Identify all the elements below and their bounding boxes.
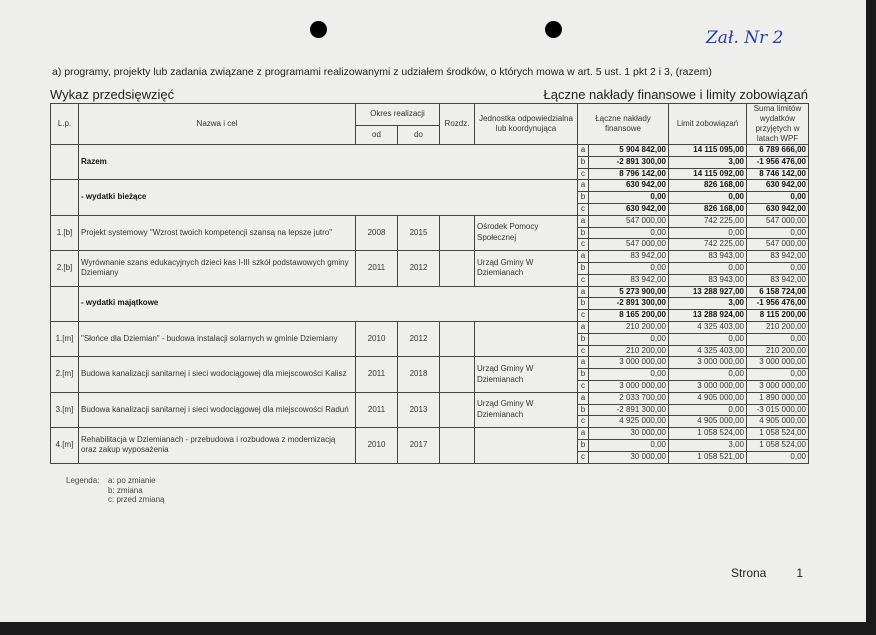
header-from: od <box>356 125 398 144</box>
total-cell: -2 891 300,00 <box>589 404 669 416</box>
sum-cell: -3 015 000,00 <box>747 404 809 416</box>
table-row <box>51 286 809 298</box>
legend-label: Legenda: <box>66 476 100 485</box>
limit-cell: 742 225,00 <box>669 215 747 227</box>
limit-cell: 13 288 927,00 <box>669 286 747 298</box>
header-period: Okres realizacji <box>356 104 440 126</box>
rozdz-cell <box>440 321 475 356</box>
sum-cell: 6 789 666,00 <box>747 145 809 157</box>
variant-cell: c <box>578 203 589 215</box>
rozdz-cell <box>440 392 475 427</box>
lp-cell: 2.[b] <box>51 251 79 286</box>
total-cell: 0,00 <box>589 192 669 204</box>
name-cell: Budowa kanalizacji sanitarnej i sieci wodociągowej dla miejscowości Kalisz <box>79 357 356 392</box>
header-to: do <box>398 125 440 144</box>
handwritten-annotation: Zał. Nr 2 <box>706 28 784 48</box>
variant-cell: a <box>578 215 589 227</box>
group-name-cell: - wydatki bieżące <box>79 180 578 215</box>
limit-cell: 3,00 <box>669 439 747 451</box>
legend <box>66 476 164 505</box>
limit-cell: 1 058 524,00 <box>669 428 747 440</box>
lp-cell <box>51 180 79 215</box>
limit-cell: 4 905 000,00 <box>669 392 747 404</box>
total-cell: 210 200,00 <box>589 345 669 357</box>
header-total: Łączne nakłady finansowe <box>578 104 669 145</box>
unit-cell: Urząd Gminy W Dziemianach <box>475 392 578 427</box>
total-cell: 30 000,00 <box>589 451 669 463</box>
variant-cell: a <box>578 392 589 404</box>
total-cell: 0,00 <box>589 369 669 381</box>
limit-cell: 0,00 <box>669 333 747 345</box>
limit-cell: 826 168,00 <box>669 180 747 192</box>
table-row <box>51 428 809 440</box>
sum-cell: 83 942,00 <box>747 251 809 263</box>
sum-cell: 547 000,00 <box>747 215 809 227</box>
from-cell: 2010 <box>356 428 398 463</box>
to-cell: 2017 <box>398 428 440 463</box>
unit-cell <box>475 428 578 463</box>
name-cell: Wyrównanie szans edukacyjnych dzieci kas I-III szkół podstawowych gminy Dziemiany <box>79 251 356 286</box>
sum-cell: 0,00 <box>747 451 809 463</box>
limit-cell: 1 058 521,00 <box>669 451 747 463</box>
unit-cell: Urząd Gminy W Dziemianach <box>475 357 578 392</box>
to-cell: 2018 <box>398 357 440 392</box>
total-cell: 2 033 700,00 <box>589 392 669 404</box>
total-cell: 83 942,00 <box>589 274 669 286</box>
variant-cell: c <box>578 380 589 392</box>
sum-cell: 0,00 <box>747 369 809 381</box>
table-row <box>51 180 809 192</box>
heading-right: Łączne nakłady finansowe i limity zobowiązań <box>543 87 808 102</box>
limit-cell: 4 325 403,00 <box>669 321 747 333</box>
table-row <box>51 392 809 404</box>
variant-cell: c <box>578 274 589 286</box>
total-cell: 547 000,00 <box>589 215 669 227</box>
rozdz-cell <box>440 428 475 463</box>
from-cell: 2010 <box>356 321 398 356</box>
total-cell: 210 200,00 <box>589 321 669 333</box>
total-cell: 8 165 200,00 <box>589 310 669 322</box>
sum-cell: 0,00 <box>747 333 809 345</box>
sum-cell: 1 890 000,00 <box>747 392 809 404</box>
sum-cell: 3 000 000,00 <box>747 357 809 369</box>
sum-cell: 210 200,00 <box>747 345 809 357</box>
variant-cell: b <box>578 404 589 416</box>
variant-cell: a <box>578 357 589 369</box>
limit-cell: 3 000 000,00 <box>669 357 747 369</box>
variant-cell: a <box>578 251 589 263</box>
sum-cell: 83 942,00 <box>747 274 809 286</box>
legend-item: c: przed zmianą <box>108 495 165 504</box>
limit-cell: 0,00 <box>669 227 747 239</box>
variant-cell: c <box>578 239 589 251</box>
table-row <box>51 215 809 227</box>
sum-cell: 4 905 000,00 <box>747 416 809 428</box>
unit-cell: Ośrodek Pomocy Społecznej <box>475 215 578 250</box>
variant-cell: b <box>578 227 589 239</box>
punch-hole <box>545 21 562 38</box>
heading-left: Wykaz przedsięwzięć <box>50 87 175 102</box>
sum-cell: 547 000,00 <box>747 239 809 251</box>
total-cell: -2 891 300,00 <box>589 298 669 310</box>
limit-cell: 0,00 <box>669 369 747 381</box>
header-rozdz: Rozdz. <box>440 104 475 145</box>
limit-cell: 4 325 403,00 <box>669 345 747 357</box>
header-sum: Suma limitów wydatków przyjętych w latach WPF <box>747 104 809 145</box>
lp-cell: 3.[m] <box>51 392 79 427</box>
total-cell: 8 796 142,00 <box>589 168 669 180</box>
variant-cell: b <box>578 369 589 381</box>
variant-cell: a <box>578 145 589 157</box>
total-cell: 547 000,00 <box>589 239 669 251</box>
projects-table <box>50 103 809 464</box>
table-row <box>51 357 809 369</box>
sum-cell: 0,00 <box>747 262 809 274</box>
name-cell: "Słońce dla Dziemian" - budowa instalacji solarnych w gminie Dziemiany <box>79 321 356 356</box>
limit-cell: 13 288 924,00 <box>669 310 747 322</box>
limit-cell: 0,00 <box>669 404 747 416</box>
rozdz-cell <box>440 251 475 286</box>
limit-cell: 826 168,00 <box>669 203 747 215</box>
lp-cell: 2.[m] <box>51 357 79 392</box>
total-cell: 5 273 900,00 <box>589 286 669 298</box>
limit-cell: 14 115 092,00 <box>669 168 747 180</box>
variant-cell: a <box>578 428 589 440</box>
variant-cell: a <box>578 286 589 298</box>
unit-cell: Urząd Gminy W Dziemianach <box>475 251 578 286</box>
lp-cell <box>51 286 79 321</box>
sum-cell: 8 746 142,00 <box>747 168 809 180</box>
total-cell: 630 942,00 <box>589 180 669 192</box>
name-cell: Rehabilitacja w Dziemianach - przebudowa i rozbudowa z modernizacją oraz zakup wyposażenia <box>79 428 356 463</box>
table-row <box>51 321 809 333</box>
total-cell: 4 925 000,00 <box>589 416 669 428</box>
lp-cell: 4.[m] <box>51 428 79 463</box>
sum-cell: 630 942,00 <box>747 203 809 215</box>
variant-cell: c <box>578 451 589 463</box>
rozdz-cell <box>440 357 475 392</box>
lp-cell: 1.[m] <box>51 321 79 356</box>
to-cell: 2012 <box>398 251 440 286</box>
sum-cell: 210 200,00 <box>747 321 809 333</box>
header-lp: L.p. <box>51 104 79 145</box>
to-cell: 2012 <box>398 321 440 356</box>
page-label: Strona <box>731 566 767 580</box>
limit-cell: 0,00 <box>669 262 747 274</box>
limit-cell: 3,00 <box>669 298 747 310</box>
legend-item: b: zmiana <box>108 485 143 495</box>
variant-cell: b <box>578 262 589 274</box>
sum-cell: 3 000 000,00 <box>747 380 809 392</box>
rozdz-cell <box>440 215 475 250</box>
total-cell: 5 904 842,00 <box>589 145 669 157</box>
limit-cell: 14 115 095,00 <box>669 145 747 157</box>
legend-item: a: po zmianie <box>108 476 156 485</box>
header-limit: Limit zobowiązań <box>669 104 747 145</box>
table-row <box>51 251 809 263</box>
limit-cell: 3,00 <box>669 156 747 168</box>
variant-cell: c <box>578 416 589 428</box>
variant-cell: c <box>578 310 589 322</box>
group-name-cell: Razem <box>79 145 578 180</box>
variant-cell: b <box>578 298 589 310</box>
limit-cell: 83 943,00 <box>669 274 747 286</box>
header-unit: Jednostka odpowiedzialna lub koordynująca <box>475 104 578 145</box>
to-cell: 2013 <box>398 392 440 427</box>
to-cell: 2015 <box>398 215 440 250</box>
sum-cell: -1 956 476,00 <box>747 298 809 310</box>
lp-cell <box>51 145 79 180</box>
total-cell: 83 942,00 <box>589 251 669 263</box>
sum-cell: -1 956 476,00 <box>747 156 809 168</box>
limit-cell: 83 943,00 <box>669 251 747 263</box>
sum-cell: 8 115 200,00 <box>747 310 809 322</box>
variant-cell: a <box>578 321 589 333</box>
punch-hole <box>310 21 327 38</box>
variant-cell: b <box>578 333 589 345</box>
sum-cell: 6 158 724,00 <box>747 286 809 298</box>
total-cell: -2 891 300,00 <box>589 156 669 168</box>
sum-cell: 1 058 524,00 <box>747 428 809 440</box>
lp-cell: 1.[b] <box>51 215 79 250</box>
group-name-cell: - wydatki majątkowe <box>79 286 578 321</box>
sum-cell: 1 058 524,00 <box>747 439 809 451</box>
variant-cell: a <box>578 180 589 192</box>
limit-cell: 742 225,00 <box>669 239 747 251</box>
page-number <box>731 566 803 580</box>
intro-text: a) programy, projekty lub zadania związane z programami realizowanymi z udziałem środków, o których mowa w art. 5 ust. 1 pkt 2 i 3, (razem) <box>52 66 712 78</box>
unit-cell <box>475 321 578 356</box>
variant-cell: b <box>578 439 589 451</box>
sum-cell: 0,00 <box>747 192 809 204</box>
total-cell: 0,00 <box>589 227 669 239</box>
variant-cell: c <box>578 168 589 180</box>
sum-cell: 630 942,00 <box>747 180 809 192</box>
limit-cell: 3 000 000,00 <box>669 380 747 392</box>
header-name: Nazwa i cel <box>79 104 356 145</box>
from-cell: 2011 <box>356 357 398 392</box>
variant-cell: c <box>578 345 589 357</box>
total-cell: 630 942,00 <box>589 203 669 215</box>
total-cell: 3 000 000,00 <box>589 357 669 369</box>
variant-cell: b <box>578 192 589 204</box>
sum-cell: 0,00 <box>747 227 809 239</box>
from-cell: 2011 <box>356 392 398 427</box>
total-cell: 0,00 <box>589 333 669 345</box>
total-cell: 0,00 <box>589 439 669 451</box>
total-cell: 30 000,00 <box>589 428 669 440</box>
name-cell: Budowa kanalizacji sanitarnej i sieci wodociągowej dla miejscowości Raduń <box>79 392 356 427</box>
from-cell: 2008 <box>356 215 398 250</box>
page-number-value: 1 <box>796 566 804 580</box>
name-cell: Projekt systemowy "Wzrost twoich kompetencji szansą na lepsze jutro" <box>79 215 356 250</box>
limit-cell: 0,00 <box>669 192 747 204</box>
variant-cell: b <box>578 156 589 168</box>
table-row <box>51 145 809 157</box>
limit-cell: 4 905 000,00 <box>669 416 747 428</box>
from-cell: 2011 <box>356 251 398 286</box>
total-cell: 0,00 <box>589 262 669 274</box>
total-cell: 3 000 000,00 <box>589 380 669 392</box>
